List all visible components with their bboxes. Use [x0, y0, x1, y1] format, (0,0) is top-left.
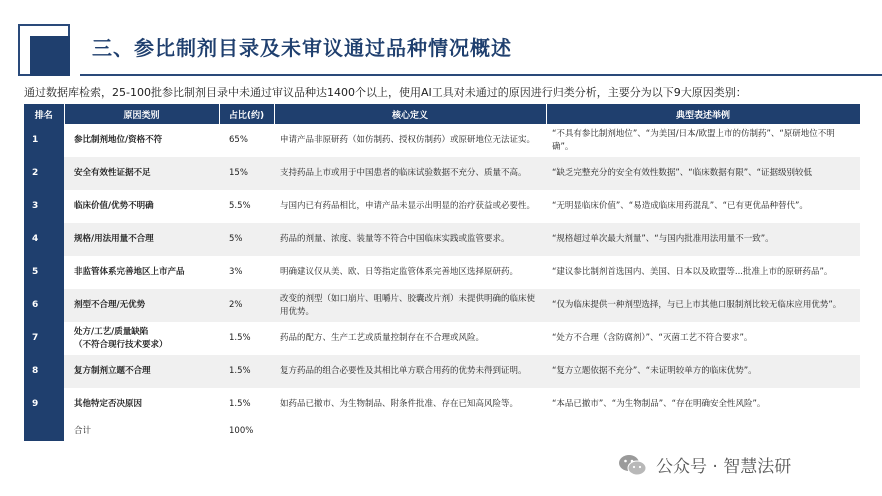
- table-row: [24, 388, 860, 421]
- category-cell: 参比制剂地位/资格不符: [64, 124, 219, 157]
- header-category: 原因类别: [64, 104, 219, 124]
- rank-cell: 5: [24, 256, 64, 289]
- percentage-cell: 65%: [219, 124, 274, 157]
- example-cell: “建议参比制剂首选国内、美国、日本以及欧盟等...批准上市的原研药品”。: [546, 256, 860, 289]
- example-cell: “无明显临床价值”、“易造成临床用药混乱”、“已有更优品种替代”。: [546, 190, 860, 223]
- total-empty-cell: [546, 421, 860, 441]
- reasons-table: [24, 104, 861, 441]
- total-rank-cell: [24, 421, 64, 441]
- example-cell: “复方立题依据不充分”、“未证明较单方的临床优势”。: [546, 355, 860, 388]
- percentage-cell: 15%: [219, 157, 274, 190]
- table-header-row: [24, 104, 860, 124]
- rank-cell: 8: [24, 355, 64, 388]
- rank-cell: 4: [24, 223, 64, 256]
- category-cell: 复方制剂立题不合理: [64, 355, 219, 388]
- category-cell: 其他特定否决原因: [64, 388, 219, 421]
- percentage-cell: 2%: [219, 289, 274, 322]
- total-row: [24, 421, 860, 441]
- example-cell: “仅为临床提供一种剂型选择，与已上市其他口服制剂比较无临床应用优势”。: [546, 289, 860, 322]
- percentage-cell: 1.5%: [219, 355, 274, 388]
- header-rank: 排名: [24, 104, 64, 124]
- header-example: 典型表述举例: [546, 104, 860, 124]
- example-cell: “规格超过单次最大剂量”、“与国内批准用法用量不一致”。: [546, 223, 860, 256]
- rank-cell: 2: [24, 157, 64, 190]
- definition-cell: 复方药品的组合必要性及其相比单方联合用药的优势未得到证明。: [274, 355, 546, 388]
- percentage-cell: 1.5%: [219, 388, 274, 421]
- percentage-cell: 1.5%: [219, 322, 274, 355]
- category-cell: 剂型不合理/无优势: [64, 289, 219, 322]
- title-divider: [80, 74, 882, 76]
- example-cell: “不具有参比制剂地位”、“为美国/日本/欧盟上市的仿制药”、“原研地位不明确”。: [546, 124, 860, 157]
- page-title: 三、参比制剂目录及未审议通过品种情况概述: [92, 36, 512, 60]
- definition-cell: 药品的配方、生产工艺或质量控制存在不合理或风险。: [274, 322, 546, 355]
- header-percentage: 占比(约): [219, 104, 274, 124]
- total-percentage-cell: 100%: [219, 421, 274, 441]
- rank-cell: 7: [24, 322, 64, 355]
- wechat-icon: [618, 453, 648, 477]
- definition-cell: 明确建议仅从美、欧、日等指定监管体系完善地区选择原研药。: [274, 256, 546, 289]
- percentage-cell: 5%: [219, 223, 274, 256]
- table-row: [24, 190, 860, 223]
- rank-cell: 6: [24, 289, 64, 322]
- table-row: [24, 124, 860, 157]
- table-row: [24, 223, 860, 256]
- watermark: [612, 450, 797, 479]
- intro-text: 通过数据库检索，25-100批参比制剂目录中未通过审议品种达1400个以上，使用AI工具对未通过的原因进行归类分析，主要分为以下9大原因类别：: [24, 86, 747, 99]
- watermark-text: 公众号 · 智慧法研: [656, 457, 792, 477]
- table-row: [24, 256, 860, 289]
- table-row: [24, 322, 860, 355]
- rank-cell: 3: [24, 190, 64, 223]
- total-label-cell: 合计: [64, 421, 219, 441]
- definition-cell: 与国内已有药品相比，申请产品未显示出明显的治疗获益或必要性。: [274, 190, 546, 223]
- rank-cell: 9: [24, 388, 64, 421]
- example-cell: “缺乏完整充分的安全有效性数据”、“临床数据有限”、“证据级别较低: [546, 157, 860, 190]
- header-definition: 核心定义: [274, 104, 546, 124]
- total-empty-cell: [274, 421, 546, 441]
- definition-cell: 改变的剂型（如口崩片、咀嚼片、胶囊改片剂）未提供明确的临床使用优势。: [274, 289, 546, 322]
- category-cell: 临床价值/优势不明确: [64, 190, 219, 223]
- category-cell: 安全有效性证据不足: [64, 157, 219, 190]
- definition-cell: 申请产品非原研药（如仿制药、授权仿制药）或原研地位无法证实。: [274, 124, 546, 157]
- percentage-cell: 3%: [219, 256, 274, 289]
- category-cell: 规格/用法用量不合理: [64, 223, 219, 256]
- percentage-cell: 5.5%: [219, 190, 274, 223]
- definition-cell: 支持药品上市或用于中国患者的临床试验数据不充分、质量不高。: [274, 157, 546, 190]
- example-cell: “本品已撤市”、“为生物制品”、“存在明确安全性风险”。: [546, 388, 860, 421]
- example-cell: “处方不合理（含防腐剂）”、“灭菌工艺不符合要求”。: [546, 322, 860, 355]
- category-cell: 非监管体系完善地区上市产品: [64, 256, 219, 289]
- title-decoration-block: [30, 36, 70, 76]
- definition-cell: 如药品已撤市、为生物制品、附条件批准、存在已知高风险等。: [274, 388, 546, 421]
- category-cell: 处方/工艺/质量缺陷 （不符合现行技术要求）: [64, 322, 219, 355]
- definition-cell: 药品的剂量、浓度、装量等不符合中国临床实践或监管要求。: [274, 223, 546, 256]
- table-row: [24, 289, 860, 322]
- rank-cell: 1: [24, 124, 64, 157]
- table-row: [24, 157, 860, 190]
- table-row: [24, 355, 860, 388]
